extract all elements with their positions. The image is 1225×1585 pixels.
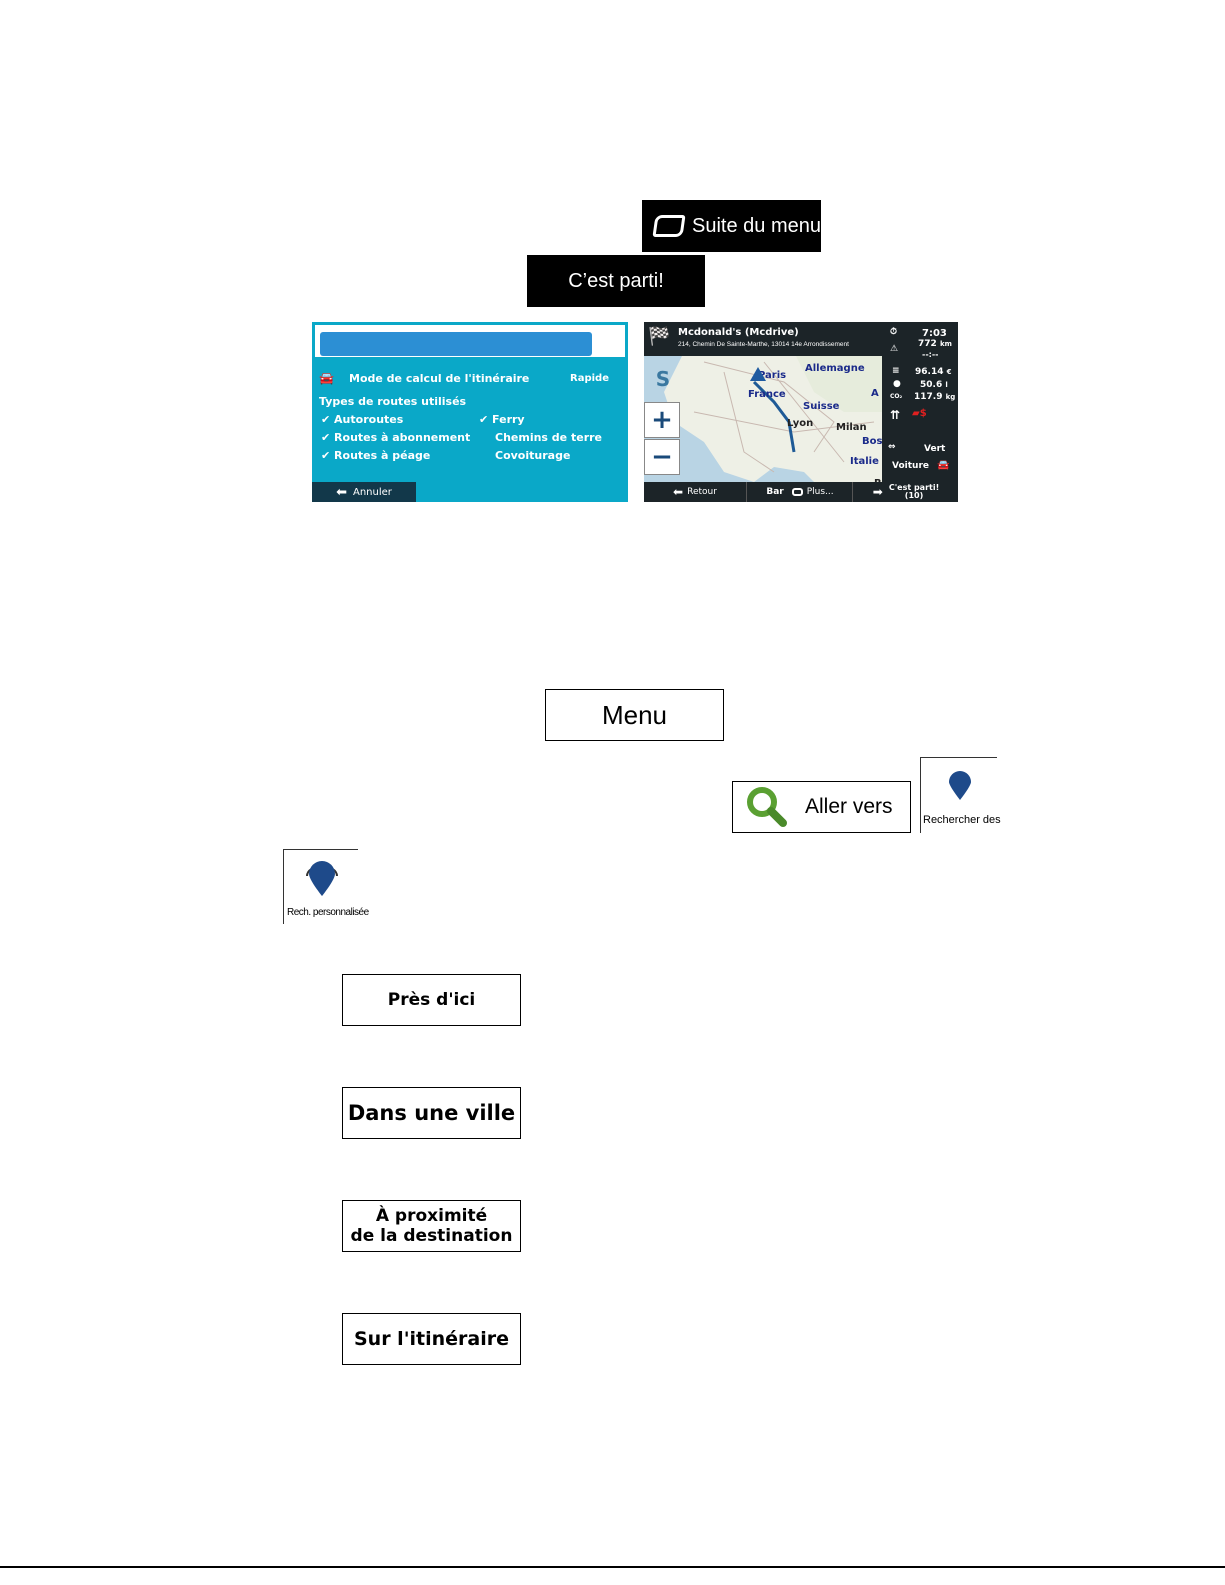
co2-label: CO₂ xyxy=(890,393,903,400)
cest-parti-label: C’est parti! xyxy=(568,269,664,292)
co2-value xyxy=(914,392,955,402)
cancel-button[interactable] xyxy=(312,482,416,502)
pres-dici-label: Près d'ici xyxy=(387,990,476,1010)
destination-header xyxy=(644,322,882,356)
menu-button[interactable] xyxy=(545,689,724,741)
custom-search-pin-icon xyxy=(297,860,347,900)
warning-icon: ⚠ xyxy=(890,344,899,354)
option-label: Chemins de terre xyxy=(495,431,602,444)
go-button[interactable] xyxy=(854,482,958,502)
aller-vers-label: Aller vers xyxy=(805,795,893,818)
page-bottom-rule xyxy=(0,1566,1225,1568)
zoom-out-icon: − xyxy=(651,442,673,472)
map-label-italie: Italie xyxy=(850,456,879,467)
more-button[interactable] xyxy=(748,482,853,502)
map-label-milan: Milan xyxy=(836,422,867,433)
route-overview-map-screenshot xyxy=(644,322,958,502)
option-chemins-de-terre[interactable] xyxy=(495,431,602,444)
cancel-label: Annuler xyxy=(353,486,392,498)
vehicle-car-icon: 🚘 xyxy=(937,460,950,471)
arrow-right-icon: ➡ xyxy=(872,485,883,499)
route-progress-bar xyxy=(320,332,592,356)
arrow-left-icon: ⬅ xyxy=(673,485,684,499)
option-label: Routes à abonnement xyxy=(334,431,471,444)
aller-vers-button[interactable] xyxy=(732,781,911,833)
cost-number: 96.14 xyxy=(915,367,944,377)
map-label-paris: Paris xyxy=(758,370,787,381)
cost-icon: ≡ xyxy=(892,366,900,376)
distance-value xyxy=(918,339,952,349)
rechercher-des-label: Rechercher des xyxy=(923,814,1001,826)
option-label: Routes à péage xyxy=(334,449,431,462)
map-label-france: France xyxy=(748,389,786,400)
sur-itineraire-label: Sur l'itinéraire xyxy=(353,1328,509,1350)
option-covoiturage[interactable] xyxy=(495,449,570,462)
a-proximite-destination-button[interactable] xyxy=(342,1200,521,1252)
road-types-heading: Types de routes utilisés xyxy=(319,395,467,408)
back-button[interactable] xyxy=(644,482,747,502)
route-settings-screenshot xyxy=(312,322,628,502)
sur-itineraire-button[interactable] xyxy=(342,1313,521,1365)
route-progress-bar-frame xyxy=(312,322,628,360)
cost-unit: € xyxy=(946,368,952,376)
pres-dici-button[interactable] xyxy=(342,974,521,1026)
route-curve-icon: S xyxy=(655,367,671,391)
map-label-lyon: Lyon xyxy=(787,418,814,429)
cost-value xyxy=(915,367,951,377)
option-label: Ferry xyxy=(492,413,525,426)
route-mode-label: Mode de calcul de l'itinéraire xyxy=(349,372,530,385)
route-type-icon: ⇔ xyxy=(888,442,896,452)
checkered-flag-icon: 🏁 xyxy=(648,326,671,347)
a-proximite-line1: À proximité xyxy=(375,1206,488,1226)
map-label-bar: Bar xyxy=(766,487,784,497)
position-arrow-icon xyxy=(750,367,766,381)
a-proximite-line2: de la destination xyxy=(350,1226,513,1246)
zoom-in-icon: + xyxy=(651,405,673,435)
zoom-out-button[interactable] xyxy=(644,439,680,475)
go-text: C'est parti! xyxy=(888,483,940,492)
fuel-value xyxy=(920,380,948,390)
option-peage[interactable]: ✔ Routes à péage xyxy=(321,449,431,462)
option-ferry[interactable]: ✔ Ferry xyxy=(479,413,525,426)
more-menu-icon xyxy=(792,488,803,496)
map-label-bos: Bos xyxy=(862,436,883,447)
option-abonnement[interactable]: ✔ Routes à abonnement xyxy=(321,431,471,444)
menu-label: Menu xyxy=(601,699,668,730)
dans-une-ville-label: Dans une ville xyxy=(347,1101,516,1125)
arrow-left-icon: ⬅ xyxy=(336,484,347,500)
rechercher-des-button[interactable] xyxy=(920,757,1001,833)
map-bottom-bar xyxy=(644,482,958,502)
more-label: Plus... xyxy=(806,487,834,497)
zoom-in-button[interactable] xyxy=(644,402,680,438)
road-icon: ⇈ xyxy=(890,408,901,422)
map-label-allemagne: Allemagne xyxy=(805,363,865,374)
option-label: Covoiturage xyxy=(495,449,571,462)
route-mode-value[interactable]: Rapide xyxy=(570,373,609,384)
route-type-value[interactable]: Vert xyxy=(924,444,946,454)
route-overview-button[interactable] xyxy=(646,364,680,394)
destination-address: 214, Chemin De Sainte-Marthe, 13014 14e Arrondissement xyxy=(678,341,849,348)
vehicle-value[interactable]: Voiture xyxy=(892,461,929,471)
more-menu-icon xyxy=(652,215,685,237)
fuel-icon: ● xyxy=(893,379,901,389)
option-autoroutes[interactable]: ✔ Autoroutes xyxy=(321,413,404,426)
fuel-number: 50.6 xyxy=(920,380,943,390)
option-label: Autoroutes xyxy=(334,413,404,426)
location-pin-icon xyxy=(947,770,973,802)
map-label-a: A xyxy=(871,388,879,399)
clock-icon: ⏱ xyxy=(890,327,898,337)
search-icon xyxy=(745,785,789,829)
go-count: (10) xyxy=(904,491,924,500)
dans-une-ville-button[interactable] xyxy=(342,1087,521,1139)
co2-unit: kg xyxy=(945,393,956,401)
toll-icon: ▰$ xyxy=(912,408,927,419)
distance-unit: km xyxy=(939,340,952,348)
suite-du-menu-button[interactable] xyxy=(642,200,821,252)
rech-personnalisee-button[interactable] xyxy=(283,849,369,924)
distance-number: 772 xyxy=(918,339,937,349)
map-label-suisse: Suisse xyxy=(803,401,840,412)
delay-value: --:-- xyxy=(922,350,939,359)
car-icon: 🚘 xyxy=(319,371,334,385)
fuel-unit: l xyxy=(945,381,948,389)
rech-personnalisee-label: Rech. personnalisée xyxy=(287,907,369,918)
trip-info-panel xyxy=(882,322,958,482)
suite-du-menu-label: Suite du menu xyxy=(692,214,821,237)
arrival-time: 7:03 xyxy=(922,328,947,339)
go-label xyxy=(889,484,939,500)
cest-parti-button[interactable] xyxy=(527,255,705,307)
co2-number: 117.9 xyxy=(914,392,943,402)
back-label: Retour xyxy=(687,487,717,497)
destination-name: Mcdonald's (Mcdrive) xyxy=(678,327,799,338)
